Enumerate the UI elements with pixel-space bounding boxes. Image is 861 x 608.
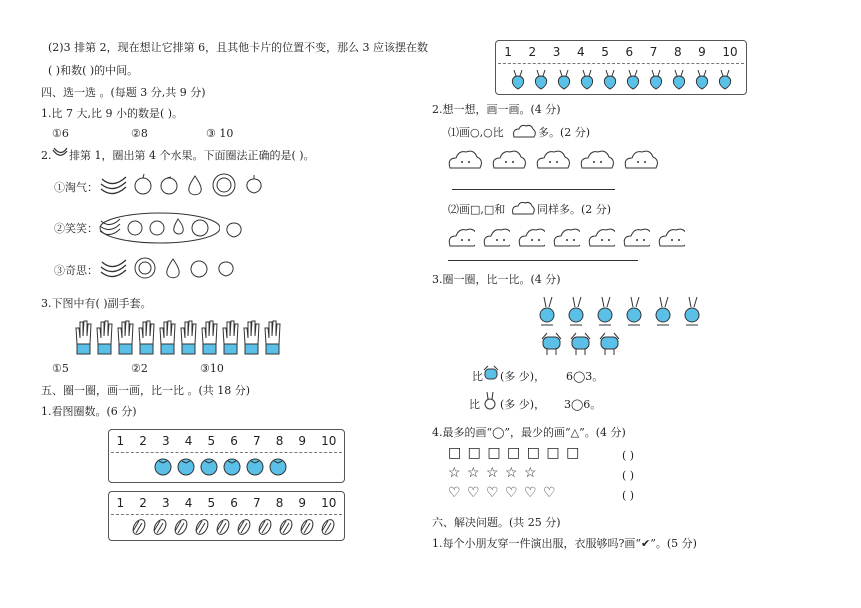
star-row: ☆ ☆ ☆ ☆ ☆	[448, 465, 538, 481]
s4-q3: 3.下图中有( )副手套。	[41, 297, 152, 310]
r-q4: 4.最多的画“◯”，最少的画“△”。(4 分)	[432, 426, 626, 439]
dog-icon	[569, 331, 592, 357]
cloud-icon	[534, 146, 570, 172]
rabbit-icon	[681, 295, 704, 329]
fruit-row-1	[98, 171, 266, 197]
orange-icon	[188, 254, 210, 280]
glove-icon	[199, 318, 219, 358]
number-6: 6	[625, 45, 634, 59]
cloud-icon	[490, 146, 526, 172]
number-10: 10	[321, 496, 337, 510]
number-7: 7	[252, 434, 261, 448]
cloud-icon	[622, 146, 658, 172]
turnip-icon	[508, 67, 528, 91]
number-6: 6	[230, 434, 238, 448]
rabbit-icon	[481, 390, 499, 412]
number-2: 2	[139, 496, 147, 510]
r-q2-2-suffix: 同样多。(2 分)	[537, 203, 612, 216]
cmp1-choice: (多 少)，	[500, 370, 546, 383]
rabbit-icon	[594, 295, 617, 329]
number-5: 5	[207, 434, 216, 448]
s4-q2-option-3-label: ③奇思：	[54, 264, 98, 277]
s4-q2-prefix: 2.	[41, 149, 52, 162]
glove-icon	[136, 318, 156, 358]
corn-icon	[255, 517, 274, 537]
answer-line	[452, 189, 615, 190]
cmp2-prefix: 比	[469, 398, 480, 411]
number-7: 7	[649, 45, 658, 59]
section-4-title: 四、选一选 。(每题 3 分,共 9 分)	[41, 86, 206, 99]
tomato-icon	[176, 456, 196, 476]
cloud-icon	[446, 224, 475, 250]
number-10: 10	[321, 434, 337, 448]
r-q3: 3.圈一圈，比一比。(4 分)	[432, 273, 561, 286]
peach-icon	[222, 216, 246, 240]
tomato-icon	[199, 456, 219, 476]
number-1: 1	[116, 496, 125, 510]
divider	[498, 63, 744, 64]
answer-paren-2: ( )	[622, 469, 635, 482]
rabbit-icon	[536, 295, 559, 329]
number-8: 8	[673, 45, 682, 59]
divider	[111, 514, 342, 515]
section-6-title: 六、解决问题。(共 25 分)	[432, 516, 561, 529]
corn-icon	[150, 517, 169, 537]
glove-icon	[178, 318, 198, 358]
corn-icon	[192, 517, 211, 537]
number-6: 6	[230, 496, 238, 510]
number-9: 9	[698, 45, 706, 59]
glove-icon	[115, 318, 135, 358]
number-3: 3	[552, 45, 561, 59]
glove-icon	[94, 318, 114, 358]
corn-icon	[276, 517, 295, 537]
r-q2-1-prefix: ⑴画○,○比	[448, 126, 504, 139]
cloud-icon	[516, 224, 545, 250]
turnip-icon	[531, 67, 551, 91]
heart-row: ♡ ♡ ♡ ♡ ♡ ♡	[448, 485, 557, 501]
s4-q1: 1.比 7 大,比 9 小的数是( )。	[41, 107, 184, 120]
turnip-icon	[669, 67, 689, 91]
cloud-icon	[446, 146, 482, 172]
circled-apple-icon	[132, 254, 158, 280]
cloud-icon	[510, 200, 536, 216]
fruit-row-3	[98, 254, 238, 280]
s5-q1: 1.看图圈数。(6 分)	[41, 405, 137, 418]
square-row: □ □ □ □ □ □ □	[448, 445, 581, 461]
tomato-icon	[245, 456, 265, 476]
s4-q3-option-1: ①5	[52, 362, 69, 375]
cloud-row-2	[446, 224, 685, 250]
number-1: 1	[504, 45, 512, 59]
section-5-title: 五、圈一圈，画一画，比一比 。(共 18 分)	[41, 384, 251, 397]
number-line	[109, 496, 344, 510]
number-1: 1	[116, 434, 125, 448]
cloud-icon	[511, 123, 537, 139]
dog-row	[540, 331, 621, 357]
circled-fruit-row-2	[90, 211, 220, 245]
rabbit-icon	[623, 295, 646, 329]
glove-icon	[262, 318, 282, 358]
cmp1-expression: 6◯3。	[566, 370, 604, 383]
glove-icon	[220, 318, 240, 358]
rabbit-icon	[565, 295, 588, 329]
corn-icon	[129, 517, 148, 537]
circled-orange-icon	[210, 171, 238, 197]
number-card-tomatoes	[108, 429, 345, 483]
number-line	[109, 434, 344, 448]
number-5: 5	[601, 45, 609, 59]
number-7: 7	[252, 496, 261, 510]
s4-q3-option-2: ②2	[131, 362, 148, 375]
number-8: 8	[275, 434, 284, 448]
s4-q2-text: 排第 1，圈出第 4 个水果。下面圈法正确的是( )。	[69, 149, 315, 162]
q2-text-line1: (2)3 排第 2，现在想让它排第 6，且其他卡片的位置不变，那么 3 应该摆在数	[48, 41, 429, 54]
number-2: 2	[139, 434, 147, 448]
number-4: 4	[184, 496, 193, 510]
number-10: 10	[722, 45, 738, 59]
turnip-icon	[692, 67, 712, 91]
cmp1-prefix: 比	[472, 370, 483, 383]
answer-paren-1: ( )	[622, 449, 635, 462]
corn-icon	[213, 517, 232, 537]
number-9: 9	[298, 496, 307, 510]
answer-line	[448, 260, 638, 261]
glove-icon	[241, 318, 261, 358]
corn-icon	[297, 517, 316, 537]
dog-icon	[540, 331, 563, 357]
tomato-icon	[153, 456, 173, 476]
r-q2-2-prefix: ⑵画□,□和	[448, 203, 506, 216]
pear-icon	[184, 171, 206, 197]
cmp2-choice: (多 少)，	[500, 398, 546, 411]
number-3: 3	[162, 496, 170, 510]
glove-icon	[73, 318, 93, 358]
cloud-row-1	[446, 146, 658, 172]
answer-paren-3: ( )	[622, 489, 635, 502]
tomato-icon	[268, 456, 288, 476]
banana-bunch-icon	[98, 171, 128, 197]
glove-icon	[157, 318, 177, 358]
corn-icon	[318, 517, 337, 537]
tomato-row	[153, 456, 288, 476]
banana-bunch-icon	[98, 254, 128, 280]
q2-text-line2: ( )和数( )的中间。	[48, 64, 139, 77]
number-3: 3	[162, 434, 170, 448]
cloud-icon	[578, 146, 614, 172]
number-card-turnips	[495, 40, 747, 95]
r-q2: 2.想一想，画一画。(4 分)	[432, 103, 561, 116]
cloud-icon	[586, 224, 615, 250]
corn-icon	[234, 517, 253, 537]
corn-icon	[171, 517, 190, 537]
number-4: 4	[577, 45, 585, 59]
s4-q1-option-2: ②8	[131, 127, 148, 140]
tomato-icon	[222, 456, 242, 476]
s4-q2-option-2-label: ②笑笑：	[54, 222, 98, 235]
turnip-icon	[577, 67, 597, 91]
turnip-icon	[646, 67, 666, 91]
number-5: 5	[207, 496, 216, 510]
rabbit-icon	[652, 295, 675, 329]
dog-icon	[482, 364, 500, 384]
s4-q1-option-3: ③ 10	[206, 127, 234, 140]
number-9: 9	[298, 434, 307, 448]
number-8: 8	[275, 496, 284, 510]
cloud-icon	[481, 224, 510, 250]
cloud-icon	[621, 224, 650, 250]
peach-icon	[214, 254, 238, 280]
gloves-row	[73, 318, 282, 358]
s4-q1-option-1: ①6	[52, 127, 69, 140]
divider	[111, 452, 342, 453]
pear-icon	[162, 254, 184, 280]
number-line	[496, 45, 746, 59]
r-q2-1-suffix: 多。(2 分)	[538, 126, 591, 139]
cloud-icon	[551, 224, 580, 250]
rabbit-row	[536, 295, 704, 329]
s4-q2-option-1-label: ①淘气：	[54, 181, 98, 194]
apple-icon	[132, 171, 154, 197]
number-card-corn	[108, 491, 345, 541]
turnip-icon	[554, 67, 574, 91]
peach-icon	[242, 171, 266, 197]
corn-row	[129, 517, 337, 537]
s4-q3-option-3: ③10	[200, 362, 224, 375]
turnip-row	[508, 67, 735, 91]
s6-q1: 1.每个小朋友穿一件演出服，衣服够吗?画“✔”。(5 分)	[432, 537, 697, 550]
dog-icon	[598, 331, 621, 357]
banana-icon	[52, 146, 68, 160]
orange-icon	[158, 171, 180, 197]
turnip-icon	[600, 67, 620, 91]
cmp2-expression: 3◯6。	[564, 398, 602, 411]
turnip-icon	[623, 67, 643, 91]
turnip-icon	[715, 67, 735, 91]
number-4: 4	[184, 434, 193, 448]
cloud-icon	[656, 224, 685, 250]
number-2: 2	[528, 45, 537, 59]
